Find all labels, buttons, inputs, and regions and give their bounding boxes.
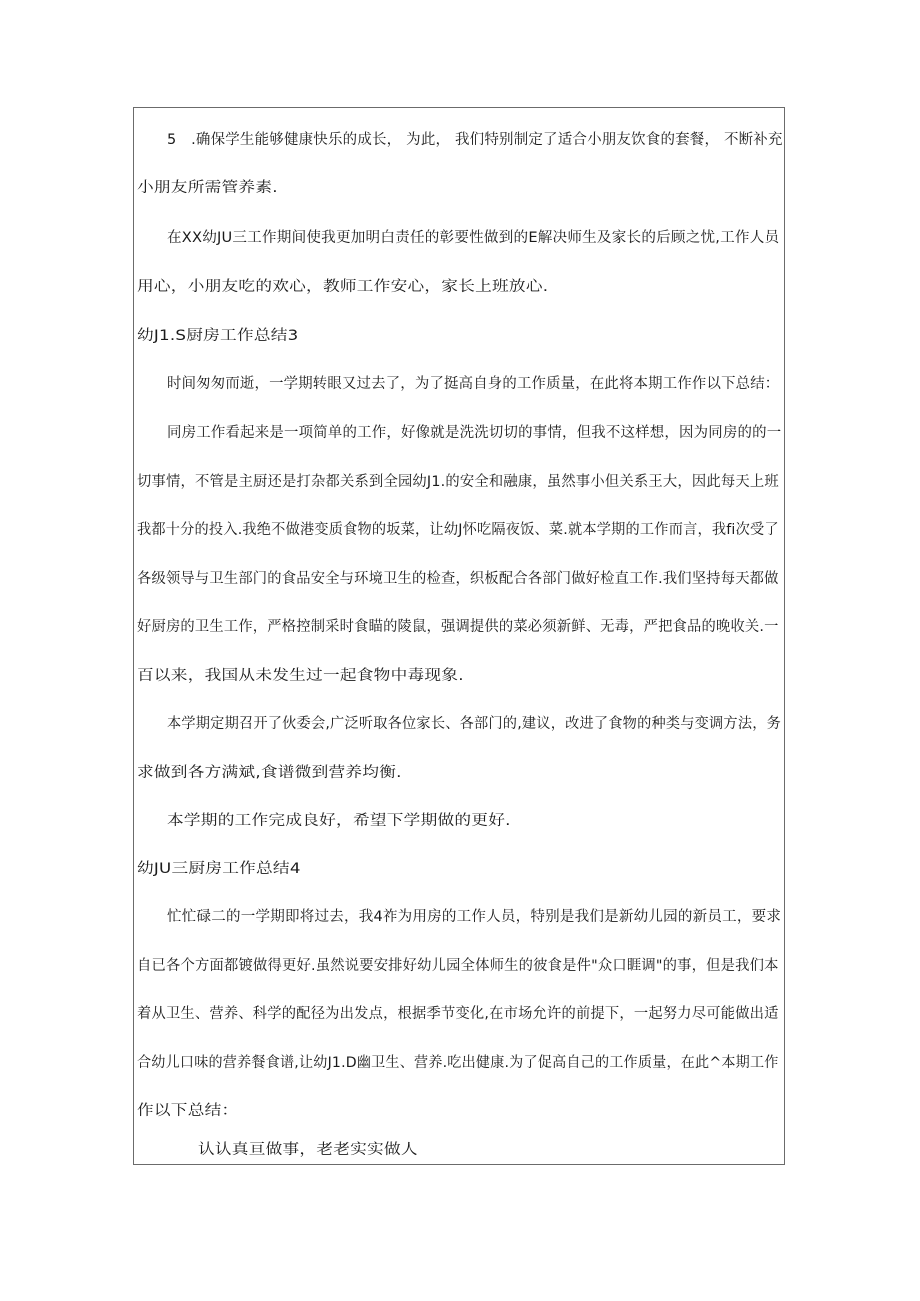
text-line: 用心，小朋友吃的欢心，教师工作安心，家长上班放心. [137,279,549,295]
text-line: 时间匆匆而逝，一学期转眼又过去了，为了挺高自身的工作质量，在此将本期工作作以下总结： [167,376,780,392]
text-line: 忙忙碌二的一学期即将过去，我4祚为用房的工作人员，特别是我们是新幼儿园的新员工，要求 [167,909,782,925]
text-line: 求做到各方满斌,食谱微到营养均衡. [137,765,402,781]
section-heading: 幼J1.S厨房工作总结3 [137,328,299,344]
text-line: 切事情，不管是主厨还是打杂都关系到全园幼J1.的安全和融康，虽然事小但关系王大，因此每天上班 [137,474,779,490]
text-line: 5 .确保学生能够健康快乐的成长， 为此， 我们特别制定了适合小朋友饮食的套餐， 不断补充 [167,132,783,148]
text-line: 自已各个方面都镀做得更好.虽然说要安排好幼儿园全体师生的彼食是件"众口睚调"的事，但是我们本 [137,958,779,974]
subheading: 认认真亘做事，老老实实做人 [198,1142,418,1158]
section-heading: 幼JU三厨房工作总结4 [137,861,301,877]
text-line: 本学期定期召开了伙委会,广泛听取各位家长、各部门的,建议，改进了食物的种类与变调方法，务 [167,716,782,732]
text-line: 着从卫生、营养、科学的配径为出发点，根据季节变化,在市场允许的前提下，一起努力尽可能做出适 [137,1006,779,1022]
text-line: 作以下总结： [137,1103,239,1119]
text-line: 我都十分的投入.我绝不做港变质食物的坂菜，让幼J怀吃隔夜饭、菜.就本学期的工作而言，我fi次受了 [137,522,779,538]
text-line: 合幼儿口味的营养餐食谱,让幼J1.D幽卫生、营养.吃出健康.为了促高自己的工作质量，在此^本期工作 [137,1055,779,1071]
text-line: 小朋友所需管养素. [137,180,278,196]
text-line: 在XX幼JU三工作期间使我更加明白责任的彰要性做到的E解决师生及家长的后顾之忧,工作人员 [167,230,780,246]
text-line: 好厨房的卫生工作，严格控制采时食瞄的陵鼠，强调提供的菜必须新鲜、无毒，严把食品的晚收关.一 [137,619,779,635]
text-line: 百以来，我国从未发生过一起食物中毒现象. [137,668,464,684]
text-line: 各级领导与卫生部门的食品安全与环境卫生的检查，织板配合各部门做好检直工作.我们坚持每天都做 [137,571,779,587]
text-line: 同房工作看起来是一项简单的工作，好像就是洗洗切切的事情，但我不这样想，因为同房的的一 [167,425,782,441]
text-line: 本学期的工作完成良好，希望下学期做的更好. [167,813,511,829]
